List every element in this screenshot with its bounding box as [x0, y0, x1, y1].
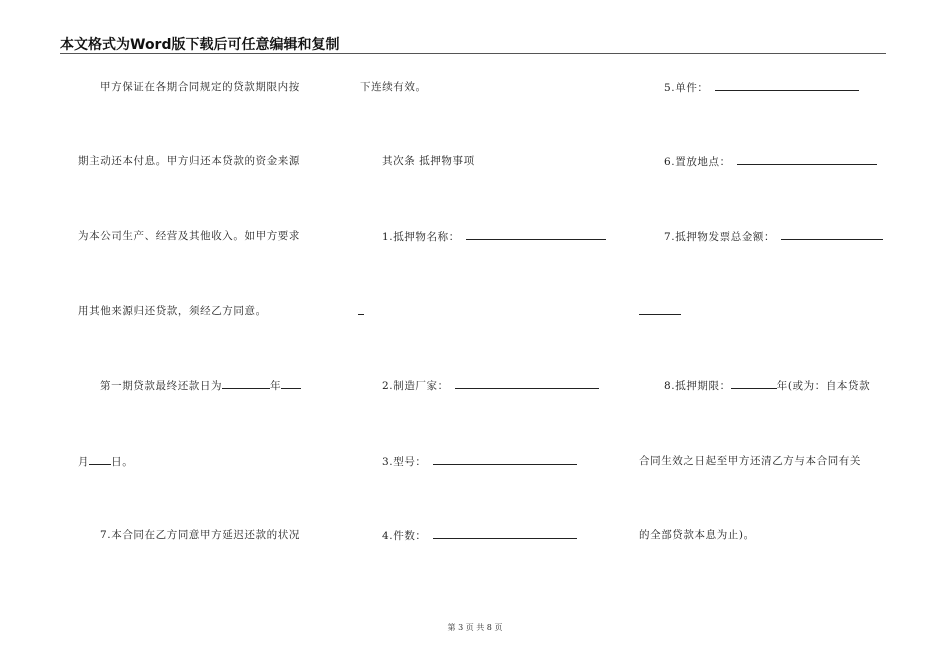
col3-line-3 [664, 229, 883, 244]
col3-line-2 [664, 154, 877, 169]
col1-line-2: 期主动还本付息。甲方归还本贷款的资金来源 [78, 155, 300, 167]
col1-line-4: 用其他来源归还贷款，须经乙方同意。 [78, 305, 267, 317]
col2-line-4 [358, 304, 364, 319]
invoice-total-label: 7.抵押物发票总金额： [664, 231, 776, 243]
month-blank[interactable] [281, 378, 301, 389]
col1-line-3: 为本公司生产、经营及其他收入。如甲方要求 [78, 230, 300, 242]
col3-line-7: 的全部贷款本息为止)。 [639, 529, 755, 541]
col2-line-6 [382, 454, 577, 469]
manufacturer-label: 2.制造厂家： [382, 380, 449, 392]
month-label: 月 [78, 456, 90, 468]
model-label: 3.型号： [382, 456, 427, 468]
col2-line-7 [382, 528, 577, 543]
invoice-total-field[interactable] [781, 229, 883, 240]
day-label: 日。 [111, 456, 134, 468]
col1-line-6 [78, 454, 133, 469]
day-blank[interactable] [89, 454, 111, 465]
col2-line-5 [382, 378, 599, 393]
col3-line-1 [664, 80, 859, 95]
quantity-field[interactable] [433, 528, 577, 539]
continuation-blank[interactable] [358, 304, 364, 315]
col3-line-6: 合同生效之日起至甲方还清乙方与本合同有关 [639, 455, 861, 467]
invoice-total-continuation[interactable] [639, 304, 681, 315]
manufacturer-field[interactable] [455, 378, 599, 389]
col2-line-2: 其次条 抵押物事项 [382, 155, 475, 167]
col1-line-5 [100, 378, 301, 393]
location-label: 6.置放地点： [664, 156, 731, 168]
col2-line-3 [382, 229, 606, 244]
mortgage-term-label: 8.抵押期限： [664, 380, 731, 392]
unit-label: 5.单件： [664, 82, 709, 94]
year-blank[interactable] [222, 378, 270, 389]
unit-field[interactable] [715, 80, 859, 91]
collateral-name-field[interactable] [466, 229, 606, 240]
page-header-title: 本文格式为Word版下载后可任意编辑和复制 [60, 37, 340, 53]
mortgage-term-field[interactable] [731, 378, 777, 389]
page-number: 第 3 页 共 8 页 [447, 623, 503, 632]
model-field[interactable] [433, 454, 577, 465]
year-label: 年 [270, 380, 282, 392]
quantity-label: 4.件数： [382, 530, 427, 542]
collateral-name-label: 1.抵押物名称： [382, 231, 460, 243]
mortgage-term-suffix: 年(或为：自本贷款 [776, 380, 871, 392]
col3-line-5 [664, 378, 870, 393]
col1-line-7: 7.本合同在乙方同意甲方延迟还款的状况 [100, 529, 300, 541]
repayment-date-label: 第一期贷款最终还款日为 [100, 380, 223, 392]
col3-line-4 [639, 304, 681, 319]
col1-line-1: 甲方保证在各期合同规定的贷款期限内按 [100, 81, 300, 93]
col2-line-1: 下连续有效。 [360, 81, 427, 93]
header-divider [60, 53, 886, 54]
location-field[interactable] [737, 154, 877, 165]
